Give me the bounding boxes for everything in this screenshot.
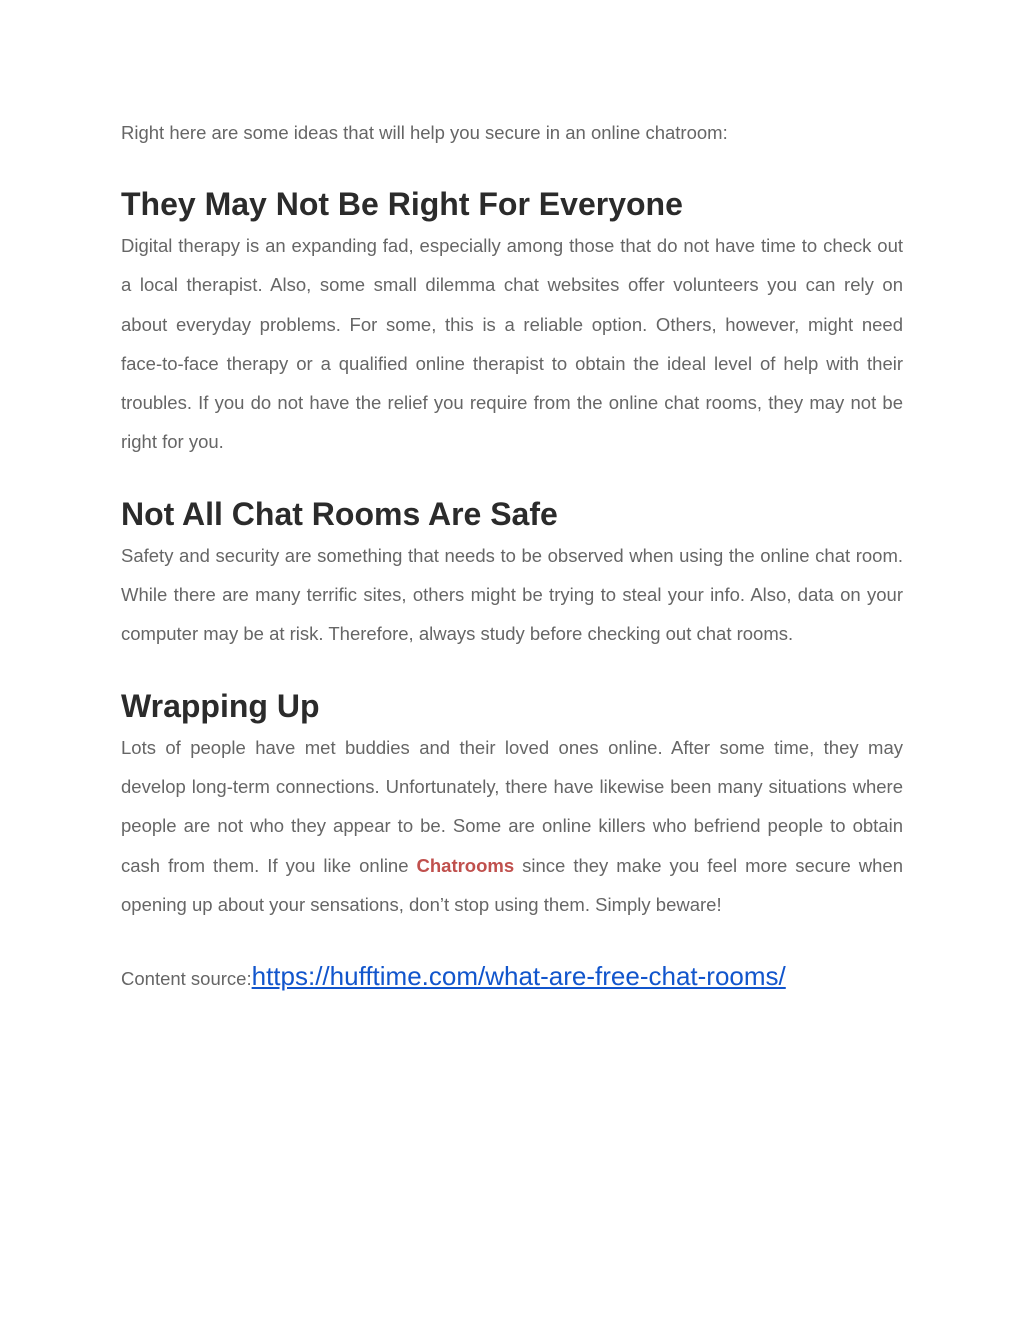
- document-content: [121, 119, 903, 994]
- section-body-not-right-for-everyone: Digital therapy is an expanding fad, especially among those that do not have time to check out a local therapist. Also, some small dilemma chat websites offer volunteers you can rely on about everyday problems. For some, this is a reliable option. Others, however, might need face-to-face therapy or a qualified online therapist to obtain the ideal level of help with their troubles. If you do not have the relief you require from the online chat rooms, they may not be right for you.: [121, 235, 903, 453]
- section-heading-not-right-for-everyone: They May Not Be Right For Everyone: [121, 186, 683, 222]
- content-source-label: Content source:: [121, 968, 252, 990]
- section-body-wrapping-up: [121, 728, 903, 924]
- section-heading-chat-rooms-safety: Not All Chat Rooms Are Safe: [121, 495, 558, 532]
- section-heading-wrapping-up: Wrapping Up: [121, 687, 320, 724]
- section-body-chat-rooms-safety: Safety and security are something that needs to be observed when using the online chat room. While there are many terrific sites, others might be trying to steal your info. Also, data on your computer may be at risk. Therefore, always study before checking out chat rooms.: [121, 544, 903, 645]
- content-source-link[interactable]: https://hufftime.com/what-are-free-chat-rooms/: [251, 961, 786, 992]
- wrapping-up-text-before: Lots of people have met buddies and their loved ones online. After some time, they may develop long-term connections. Unfortunately, there have likewise been many situations where people are not who they appear to be. Some are online killers who befriend people to obtain cash from them. If you like online: [121, 736, 903, 876]
- chatrooms-keyword: Chatrooms: [416, 854, 515, 876]
- intro-paragraph: Right here are some ideas that will help you secure in an online chatroom:: [121, 122, 728, 143]
- content-source: [121, 961, 903, 994]
- wrapping-up-text-after: since they make you feel more secure when opening up about your sensations, don’t stop using them. Simply beware!: [121, 854, 903, 915]
